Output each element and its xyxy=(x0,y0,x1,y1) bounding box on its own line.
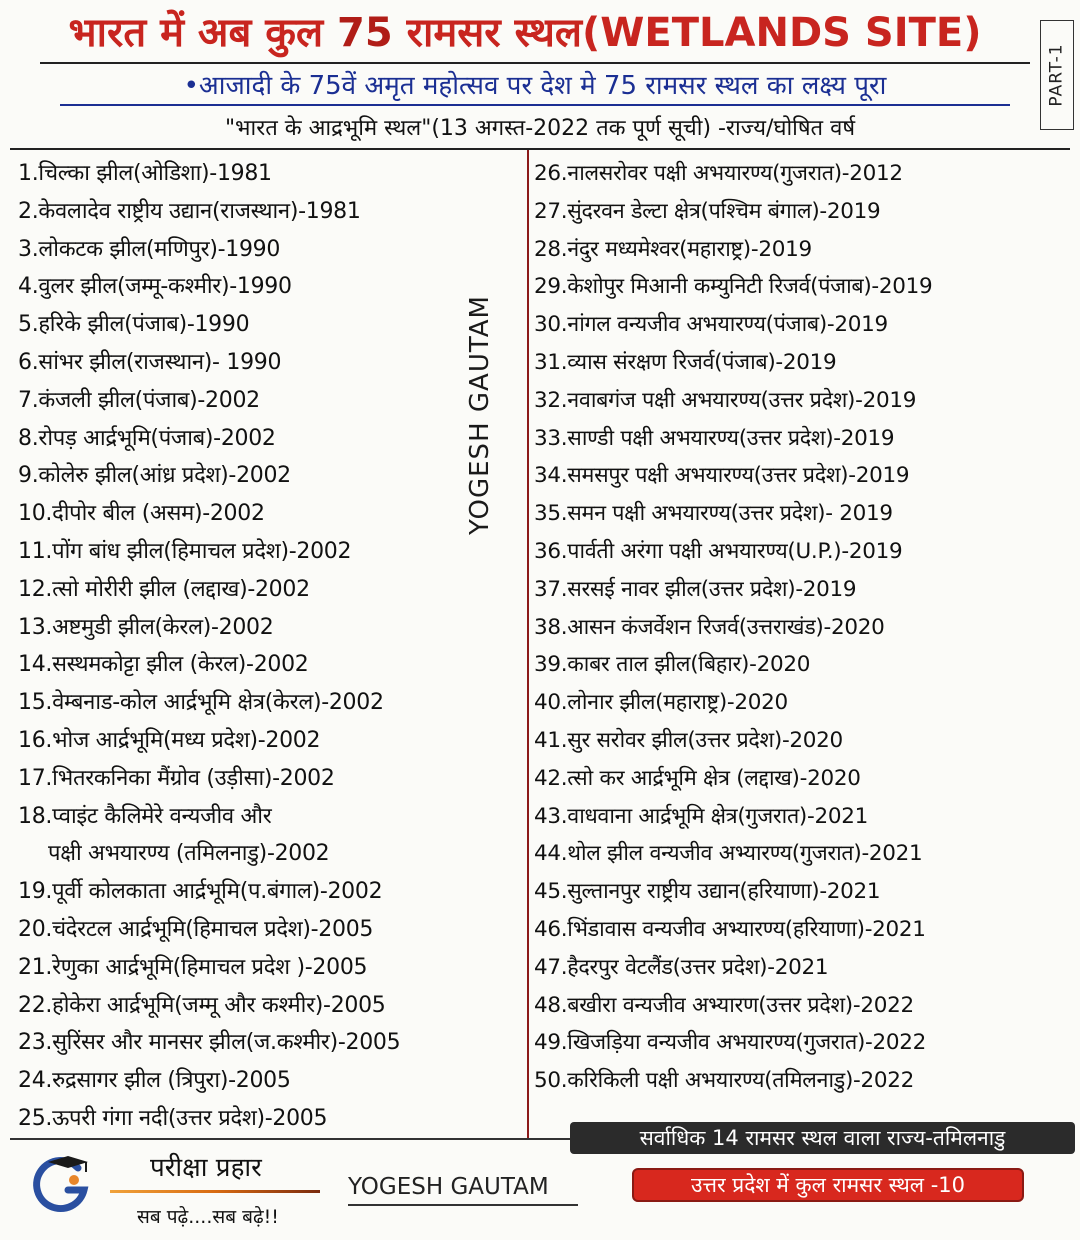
list-item: 47.हैदरपुर वेटलैंड(उत्तर प्रदेश)-2021 xyxy=(534,954,829,980)
list-item: 34.समसपुर पक्षी अभयारण्य(उत्तर प्रदेश)-2019 xyxy=(534,463,910,489)
list-item: 38.आसन कंजर्वेशन रिजर्व(उत्तराखंड)-2020 xyxy=(534,614,885,640)
list-item: 12.त्सो मोरीरी झील (लद्दाख)-2002 xyxy=(18,576,310,602)
list-item: 6.सांभर झील(राजस्थान)- 1990 xyxy=(18,349,282,375)
list-item: 14.सस्थमकोट्टा झील (केरल)-2002 xyxy=(18,652,309,678)
title-suffix: रामसर स्थल(WETLANDS SITE) xyxy=(406,10,982,56)
column-divider xyxy=(527,150,529,1140)
list-item: 32.नवाबगंज पक्षी अभयारण्य(उत्तर प्रदेश)-2019 xyxy=(534,387,917,413)
max-state-note: सर्वाधिक 14 रामसर स्थल वाला राज्य-तमिलनाडु xyxy=(570,1122,1075,1154)
list-top-divider xyxy=(10,148,1070,150)
list-item: 17.भितरकनिका मैंग्रोव (उड़ीसा)-2002 xyxy=(18,765,335,791)
part-label-box xyxy=(1040,20,1074,130)
list-item: 1.चिल्का झील(ओडिशा)-1981 xyxy=(18,161,272,186)
list-item: 30.नांगल वन्यजीव अभयारण्य(पंजाब)-2019 xyxy=(534,312,888,338)
list-item-continuation: पक्षी अभयारण्य (तमिलनाडु)-2002 xyxy=(48,841,330,867)
list-item: 50.करिकिली पक्षी अभयारण्य(तमिलनाडु)-2022 xyxy=(534,1068,915,1094)
list-item: 13.अष्टमुडी झील(केरल)-2002 xyxy=(18,614,274,640)
page-title xyxy=(40,6,1010,60)
list-item: 37.सरसई नावर झील(उत्तर प्रदेश)-2019 xyxy=(534,576,857,602)
subtitle: •आजादी के 75वें अमृत महोत्सव पर देश मे 75 रामसर स्थल का लक्ष्य पूरा xyxy=(60,68,1010,106)
list-item: 33.साण्डी पक्षी अभयारण्य(उत्तर प्रदेश)-2019 xyxy=(534,425,895,451)
brand-tagline: सब पढ़े....सब बढ़े!! xyxy=(137,1206,279,1228)
list-item: 26.नालसरोवर पक्षी अभयारण्य(गुजरात)-2012 xyxy=(534,161,903,186)
list-item: 7.कंजली झील(पंजाब)-2002 xyxy=(18,387,260,413)
list-item: 40.लोनार झील(महाराष्ट्र)-2020 xyxy=(534,690,788,716)
list-item: 27.सुंदरवन डेल्टा क्षेत्र(पश्चिम बंगाल)-2019 xyxy=(534,198,881,224)
list-item: 24.रुद्रसागर झील (त्रिपुरा)-2005 xyxy=(18,1068,291,1094)
brand-underline xyxy=(110,1190,320,1193)
list-item: 29.केशोपुर मिआनी कम्युनिटी रिजर्व(पंजाब)-2019 xyxy=(534,274,933,300)
list-item: 16.भोज आर्द्रभूमि(मध्य प्रदेश)-2002 xyxy=(18,727,321,753)
list-item: 35.समन पक्षी अभयारण्य(उत्तर प्रदेश)- 2019 xyxy=(534,501,893,527)
list-item: 8.रोपड़ आर्द्रभूमि(पंजाब)-2002 xyxy=(18,425,276,451)
list-item: 23.सुरिंसर और मानसर झील(ज.कश्मीर)-2005 xyxy=(18,1030,401,1056)
part-label: PART-1 xyxy=(1047,43,1067,107)
up-total-note: उत्तर प्रदेश में कुल रामसर स्थल -10 xyxy=(632,1168,1024,1202)
list-item: 48.बखीरा वन्यजीव अभ्यारण(उत्तर प्रदेश)-2022 xyxy=(534,992,914,1018)
list-item: 19.पूर्वी कोलकाता आर्द्रभूमि(प.बंगाल)-2002 xyxy=(18,879,383,905)
list-item: 31.व्यास संरक्षण रिजर्व(पंजाब)-2019 xyxy=(534,349,837,375)
title-number: 75 xyxy=(337,10,393,56)
list-item: 49.खिजड़िया वन्यजीव अभयारण्य(गुजरात)-2022 xyxy=(534,1030,927,1056)
brand-logo-icon xyxy=(28,1150,94,1216)
list-item: 10.दीपोर बील (असम)-2002 xyxy=(18,501,265,527)
list-item: 18.प्वाइंट कैलिमेरे वन्यजीव और xyxy=(18,803,272,829)
list-item: 3.लोकटक झील(मणिपुर)-1990 xyxy=(18,236,281,262)
title-prefix: भारत में अब कुल xyxy=(68,10,324,56)
list-item: 42.त्सो कर आर्द्रभूमि क्षेत्र (लद्दाख)-2020 xyxy=(534,765,861,791)
vertical-watermark xyxy=(455,295,505,535)
watermark-text: YOGESH GAUTAM xyxy=(465,295,495,535)
list-item: 4.वुलर झील(जम्मू-कश्मीर)-1990 xyxy=(18,274,292,300)
list-item: 45.सुल्तानपुर राष्ट्रीय उद्यान(हरियाणा)-2021 xyxy=(534,879,881,905)
list-item: 20.चंदेरटल आर्द्रभूमि(हिमाचल प्रदेश)-2005 xyxy=(18,916,374,942)
list-item: 22.होकेरा आर्द्रभूमि(जम्मू और कश्मीर)-2005 xyxy=(18,992,386,1018)
list-item: 46.भिंडावास वन्यजीव अभ्यारण्य(हरियाणा)-2021 xyxy=(534,916,926,942)
wetland-list-left xyxy=(18,155,523,1138)
list-item: 9.कोलेरु झील(आंध्र प्रदेश)-2002 xyxy=(18,463,291,489)
list-item: 39.काबर ताल झील(बिहार)-2020 xyxy=(534,652,811,678)
brand-name: परीक्षा प्रहार xyxy=(150,1153,262,1183)
list-item: 36.पार्वती अरंगा पक्षी अभयारण्य(U.P.)-2019 xyxy=(534,538,903,564)
bottom-divider xyxy=(10,1138,570,1140)
list-item: 2.केवलादेव राष्ट्रीय उद्यान(राजस्थान)-1981 xyxy=(18,198,361,224)
list-item: 21.रेणुका आर्द्रभूमि(हिमाचल प्रदेश )-2005 xyxy=(18,954,368,980)
wetland-list-right xyxy=(534,155,1079,1100)
list-item: 43.वाधवाना आर्द्रभूमि क्षेत्र(गुजरात)-2021 xyxy=(534,803,868,829)
author-name: YOGESH GAUTAM xyxy=(348,1170,578,1206)
list-item: 44.थोल झील वन्यजीव अभ्यारण्य(गुजरात)-2021 xyxy=(534,841,923,867)
top-divider xyxy=(40,62,1030,64)
list-item: 41.सुर सरोवर झील(उत्तर प्रदेश)-2020 xyxy=(534,727,843,753)
list-item: 5.हरिके झील(पंजाब)-1990 xyxy=(18,312,250,338)
list-heading: "भारत के आद्रभूमि स्थल"(13 अगस्त-2022 तक पूर्ण सूची) -राज्य/घोषित वर्ष xyxy=(224,116,856,141)
list-item: 28.नंदुर मध्यमेश्वर(महाराष्ट्र)-2019 xyxy=(534,236,812,262)
list-item: 15.वेम्बनाड-कोल आर्द्रभूमि क्षेत्र(केरल)-2002 xyxy=(18,690,384,716)
list-item: 25.ऊपरी गंगा नदी(उत्तर प्रदेश)-2005 xyxy=(18,1105,328,1131)
list-item: 11.पोंग बांध झील(हिमाचल प्रदेश)-2002 xyxy=(18,538,352,564)
